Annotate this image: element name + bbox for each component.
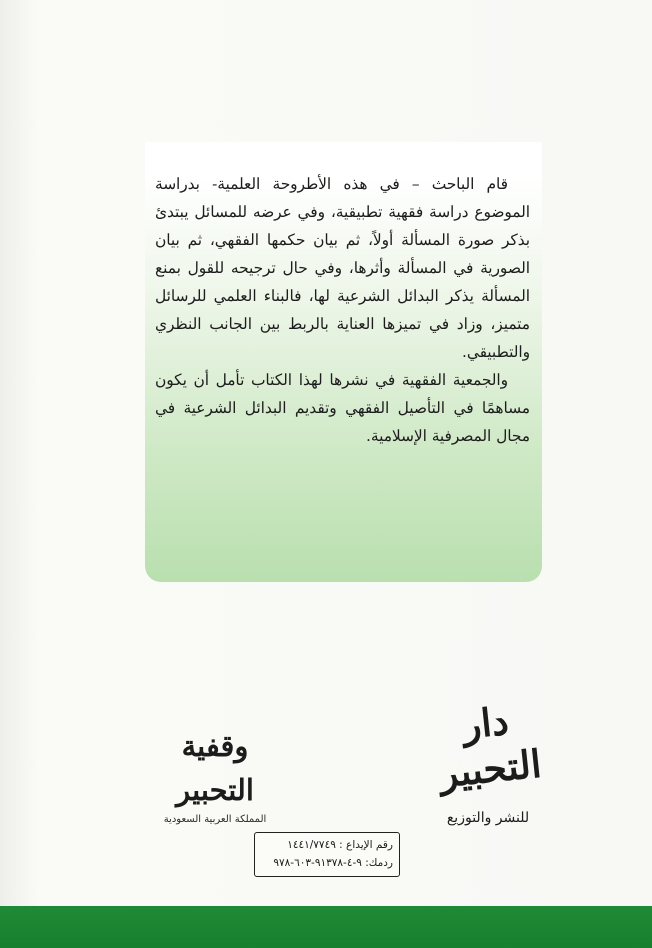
abstract-paragraph-2: والجمعية الفقهية في نشرها لهذا الكتاب تأمل أن يكون مساهمًا في التأصيل الفقهي وتقديم البدائل الشرعية في مجال المصرفية الإسلامية. <box>155 371 530 445</box>
waqfiyat-altahbir-logo-name: وقفية التحبير <box>176 729 254 807</box>
dar-altahbir-logo-subtitle: للنشر والتوزيع <box>446 810 530 826</box>
abstract-panel <box>145 142 542 582</box>
dar-altahbir-logo-name: دار التحبير <box>437 697 544 797</box>
bottom-green-band <box>0 906 652 948</box>
isbn-number: ردمك: ٩-٤-٩١٣٧٨-٦٠٣-٩٧٨ <box>273 857 393 869</box>
isbn-box <box>254 832 400 877</box>
waqfiyat-altahbir-logo-subtitle: المملكة العربية السعودية <box>163 814 267 825</box>
abstract-paragraph-1: قام الباحث – في هذه الأطروحة العلمية- بدراسة الموضوع دراسة فقهية تطبيقية، وفي عرضه للمسائل يبتدئ بذكر صورة المسألة أولاً، ثم بيان حكمها الفقهي، ثم بيان الصورية في المسألة وأثرها، وفي حال ترجيحه للقول بمنع المسألة يذكر البدائل الشرعية لها، فالبناء العلمي للرسائل متميز، وزاد في تميزها العناية بالربط بين الجانب النظري والتطبيقي. <box>155 175 530 361</box>
waqfiyat-altahbir-logo <box>150 712 280 825</box>
deposit-number: رقم الإيداع : ١٤٤١/٧٧٤٩ <box>287 839 393 851</box>
abstract-text <box>145 170 542 450</box>
dar-altahbir-logo <box>428 678 548 826</box>
